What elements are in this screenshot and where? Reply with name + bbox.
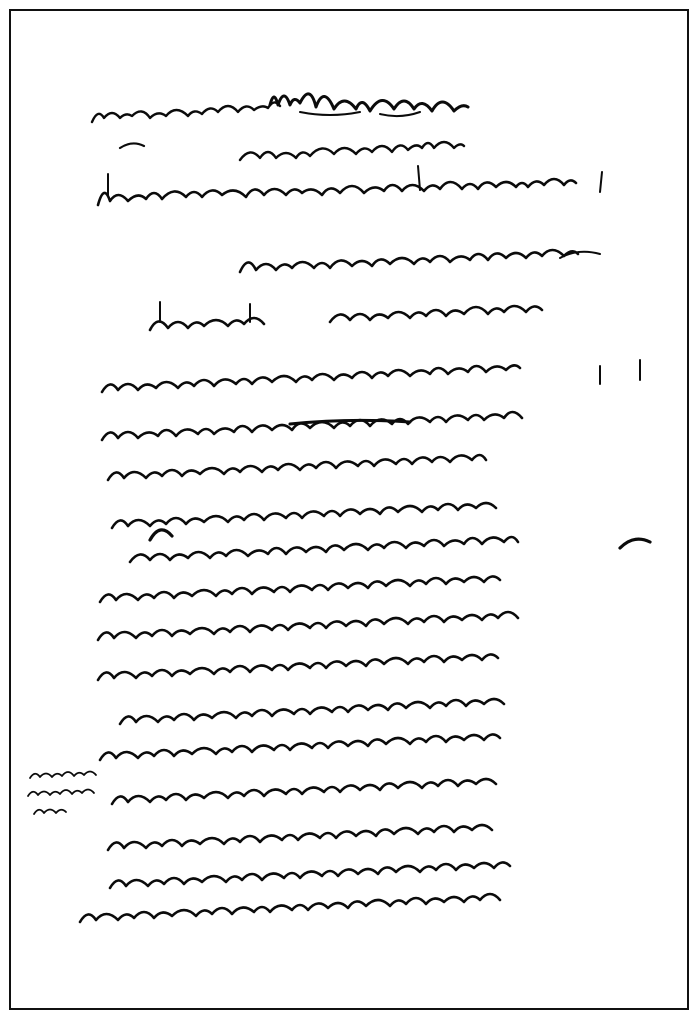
manuscript-line-16 (110, 862, 510, 888)
marginal-note-line-2 (240, 142, 464, 160)
manuscript-line-1 (98, 166, 602, 205)
manuscript-line-8 (130, 530, 650, 562)
top-marginal-note (92, 102, 280, 148)
manuscript-line-14 (112, 779, 496, 804)
manuscript-line-9 (100, 576, 500, 602)
manuscript-line-6 (108, 455, 486, 480)
basmala-heading (270, 94, 468, 116)
left-margin-note (28, 772, 96, 815)
manuscript-line-17 (80, 894, 500, 922)
manuscript-line-13 (100, 734, 500, 760)
manuscript-line-10 (98, 612, 518, 640)
manuscript-line-11 (98, 654, 498, 680)
manuscript-line-2 (240, 250, 600, 272)
manuscript-line-15 (108, 825, 492, 850)
manuscript-line-3 (150, 302, 542, 330)
manuscript-line-5 (102, 412, 522, 440)
manuscript-line-12 (120, 699, 504, 724)
manuscript-line-4 (102, 360, 640, 392)
manuscript-line-7 (112, 503, 496, 528)
